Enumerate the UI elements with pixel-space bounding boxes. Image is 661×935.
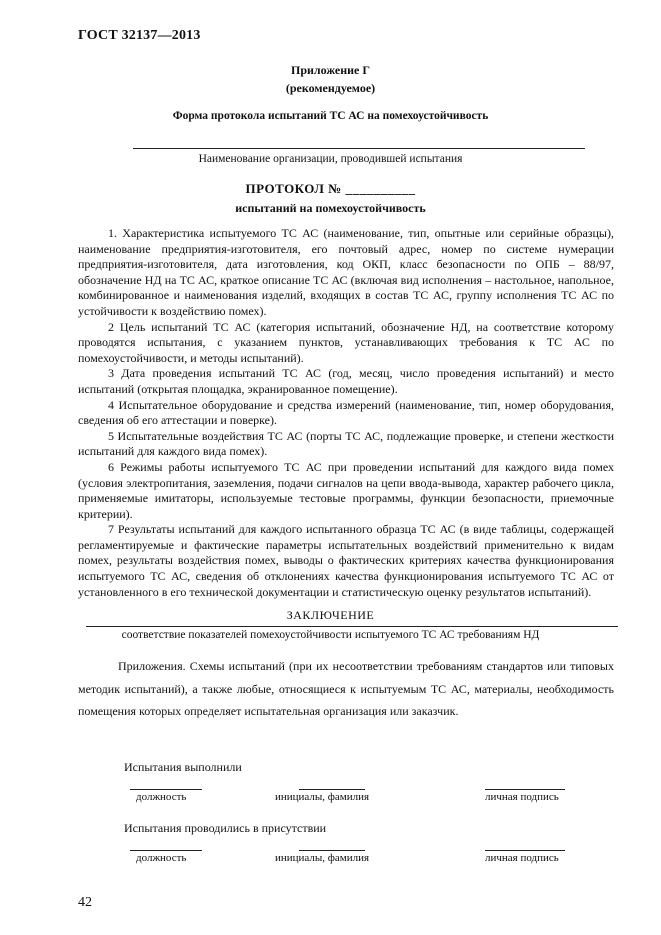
initials-caption: инициалы, фамилия [275, 791, 370, 803]
performed-label: Испытания выполнили [124, 760, 242, 774]
initials-caption: инициалы, фамилия [275, 852, 370, 864]
signature-line [130, 789, 202, 790]
signature-caption: личная подпись [485, 852, 559, 864]
organization-caption: Наименование организации, проводившей испытания [198, 153, 463, 165]
standard-header: ГОСТ 32137—2013 [78, 28, 201, 43]
conclusion-line [86, 626, 618, 627]
signature-line [130, 850, 202, 851]
page-number: 42 [78, 895, 92, 910]
protocol-item: 4 Испытательное оборудование и средства измерений (наименование, тип, номер оборудования, сведения об его аттестации и поверке). [78, 397, 614, 428]
protocol-item: 3 Дата проведения испытаний ТС АС (год, месяц, число проведения испытаний) и место испытаний (открытая площадка, экранированное помещение). [78, 366, 614, 396]
position-caption: должность [136, 791, 187, 803]
protocol-title: ПРОТОКОЛ № __________ [245, 181, 416, 196]
witnessed-label: Испытания проводились в присутствии [124, 821, 327, 835]
signature-line [299, 789, 365, 790]
position-caption: должность [136, 852, 187, 864]
signature-caption: личная подпись [485, 791, 559, 803]
protocol-items [78, 226, 614, 600]
annex-status: (рекомендуемое) [285, 81, 376, 95]
protocol-item: 1. Характеристика испытуемого ТС АС (наименование, тип, опытные или серийные образцы), наименование предприятия-изготовителя, его почтовый адрес, номер по системе нумерации предприятия-изготовителя, дата изготовления, код ОКП, класс безопасности по ОПБ – 88/97, обозначение НД на ТС АС, краткое описание ТС АС (включая вид исполнения – настольное, напольное, комбинированное и наименования изделий, входящих в состав ТС АС, группу исполнения ТС АС по устойчивости к воздействию помех). [78, 226, 614, 318]
protocol-item: 7 Результаты испытаний для каждого испытанного образца ТС АС (в виде таблицы, содержащей регламентируемые и фактические параметры испытательных воздействий применительно к видам помех, результаты воздействия помех, выводы о фактических критериях качества функционирования испытуемого ТС АС, сведения об отклонениях качества функционирования испытуемого ТС АС от установленного в его технической документации и статистическую оценку результатов испытаний). [78, 522, 614, 599]
form-title: Форма протокола испытаний ТС АС на помехоустойчивость [172, 110, 489, 122]
appendices-text: Приложения. Схемы испытаний (при их несоответствии требованиям стандартов или типовых методик испытаний), а также любые, относящиеся к испытуемым ТС АС, материалы, необходимость помещения которых определяет испытательная организация или заказчик. [78, 659, 614, 718]
signature-line [485, 789, 565, 790]
protocol-item: 2 Цель испытаний ТС АС (категория испытаний, обозначение НД, на соответствие которому проводятся испытания, с указанием пунктов, устанавливающих требования к ТС АС по помехоустойчивости, и методы испытаний). [78, 319, 614, 365]
protocol-item: 6 Режимы работы испытуемого ТС АС при проведении испытаний для каждого вида помех (условия электропитания, заземления, подачи сигналов на цепи ввода-вывода, характер рабочего цикла, применяемые имитаторы, используемые тестовые программы, функции безопасности, приемочные критерии). [78, 459, 614, 521]
conclusion-caption: соответствие показателей помехоустойчивости испытуемого ТС АС требованиям НД [121, 629, 540, 641]
annex-title: Приложение Г [290, 63, 370, 77]
protocol-subtitle: испытаний на помехоустойчивость [235, 201, 426, 215]
appendices-paragraph [78, 655, 614, 723]
conclusion-title: ЗАКЛЮЧЕНИЕ [286, 608, 375, 622]
organization-line [133, 148, 585, 149]
signature-line [299, 850, 365, 851]
signature-line [485, 850, 565, 851]
protocol-item: 5 Испытательные воздействия ТС АС (порты ТС АС, подлежащие проверке, и степени жесткости испытаний для каждого вида помех). [78, 428, 614, 459]
